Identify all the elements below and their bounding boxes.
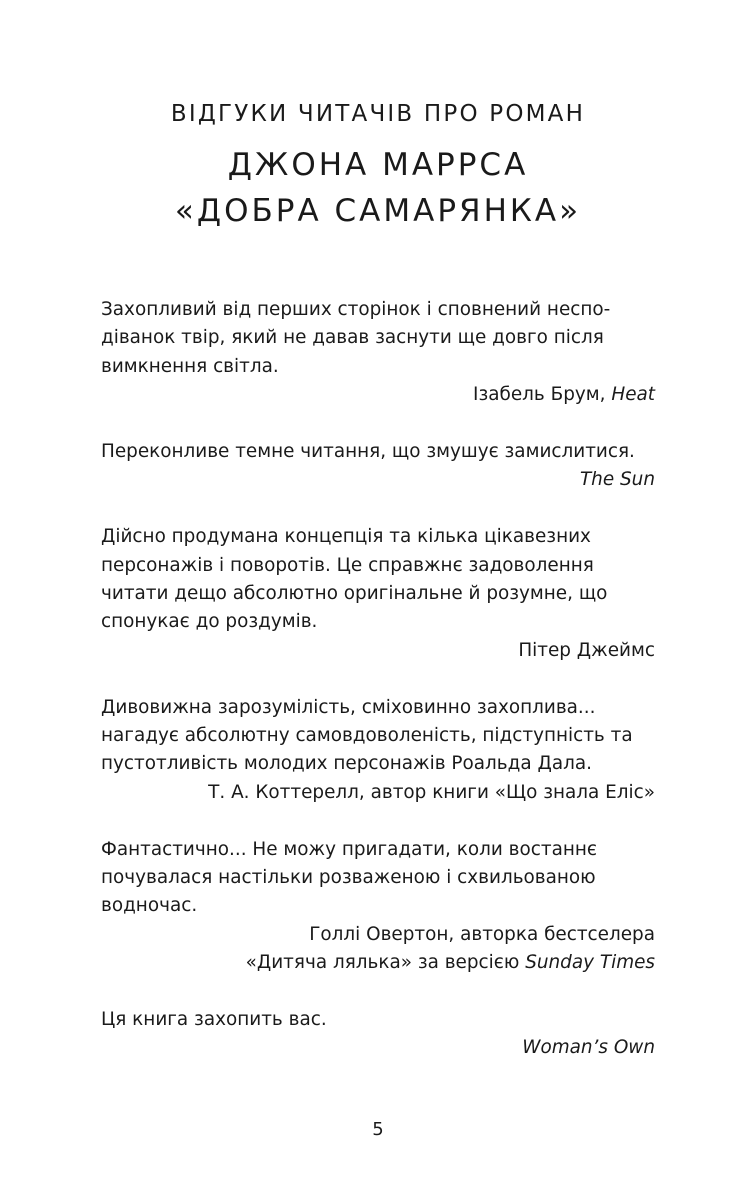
header-line-title: «ДОБРА САМАРЯНКА» bbox=[174, 193, 582, 229]
review-item bbox=[101, 1006, 655, 1063]
quote-line: пустотливість молодих персонажів Роальда Дала. bbox=[101, 753, 592, 775]
attribution-source: The Sun bbox=[579, 469, 655, 491]
reviews-list bbox=[101, 296, 655, 1091]
quote-line: Фантастично... Не можу пригадати, коли востаннє bbox=[101, 838, 597, 860]
review-item bbox=[101, 438, 655, 495]
quote-line: водночас. bbox=[101, 895, 198, 917]
page-header bbox=[0, 96, 756, 234]
review-item bbox=[101, 836, 655, 978]
quote-line: Дійсно продумана концепція та кілька цікавезних bbox=[101, 526, 591, 548]
header-line-reviews: ВІДГУКИ ЧИТАЧІВ ПРО РОМАН bbox=[170, 101, 586, 127]
review-attribution bbox=[101, 949, 655, 977]
quote-line: Переконливе темне читання, що змушує замислитися. bbox=[101, 441, 635, 463]
attribution-author: Голлі Овертон, авторка бестселера bbox=[309, 923, 655, 945]
review-quote bbox=[101, 296, 655, 381]
quote-line: Дивовижна зарозумілість, сміховинно захоплива... bbox=[101, 696, 596, 718]
quote-line: читати дещо абсолютно оригінальне й розумне, що bbox=[101, 583, 608, 605]
review-quote bbox=[101, 438, 655, 466]
attribution-credit: «Дитяча лялька» за версією bbox=[245, 952, 526, 974]
attribution-author: Пітер Джеймс bbox=[518, 639, 655, 661]
review-attribution bbox=[101, 1034, 655, 1062]
review-item bbox=[101, 523, 655, 665]
review-attribution bbox=[101, 466, 655, 494]
review-item bbox=[101, 296, 655, 410]
quote-line: почувалася настільки розваженою і схвильованою bbox=[101, 867, 596, 889]
review-quote bbox=[101, 694, 655, 779]
attribution-author: Ізабель Брум bbox=[473, 384, 600, 406]
attribution-source: Woman’s Own bbox=[522, 1037, 655, 1059]
review-quote bbox=[101, 1006, 655, 1034]
attribution-source: Heat bbox=[611, 384, 655, 406]
review-item bbox=[101, 694, 655, 808]
review-quote bbox=[101, 523, 655, 637]
review-quote bbox=[101, 836, 655, 921]
quote-line: вимкнення світла. bbox=[101, 355, 279, 377]
header-line-author: ДЖОНА МАРРСА bbox=[227, 147, 529, 183]
quote-line: Захопливий від перших сторінок і сповнений неспо- bbox=[101, 299, 611, 320]
review-attribution bbox=[101, 921, 655, 949]
attribution-source: Sunday Times bbox=[525, 952, 655, 974]
page-number: 5 bbox=[372, 1119, 384, 1140]
quote-line: персонажів і поворотів. Це справжнє задоволення bbox=[101, 554, 594, 576]
quote-line: діванок твір, який не давав заснути ще довго після bbox=[101, 327, 604, 349]
quote-line: спонукає до роздумів. bbox=[101, 611, 318, 633]
review-attribution: Ізабель Брум, Heat bbox=[473, 384, 655, 406]
attribution-author: Т. А. Коттерелл, автор книги «Що знала Еліс» bbox=[208, 781, 655, 803]
review-attribution bbox=[101, 637, 655, 665]
quote-line: Ця книга захопить вас. bbox=[101, 1009, 327, 1031]
review-attribution bbox=[101, 779, 655, 807]
quote-line: нагадує абсолютну самовдоволеність, підступність та bbox=[101, 725, 633, 747]
